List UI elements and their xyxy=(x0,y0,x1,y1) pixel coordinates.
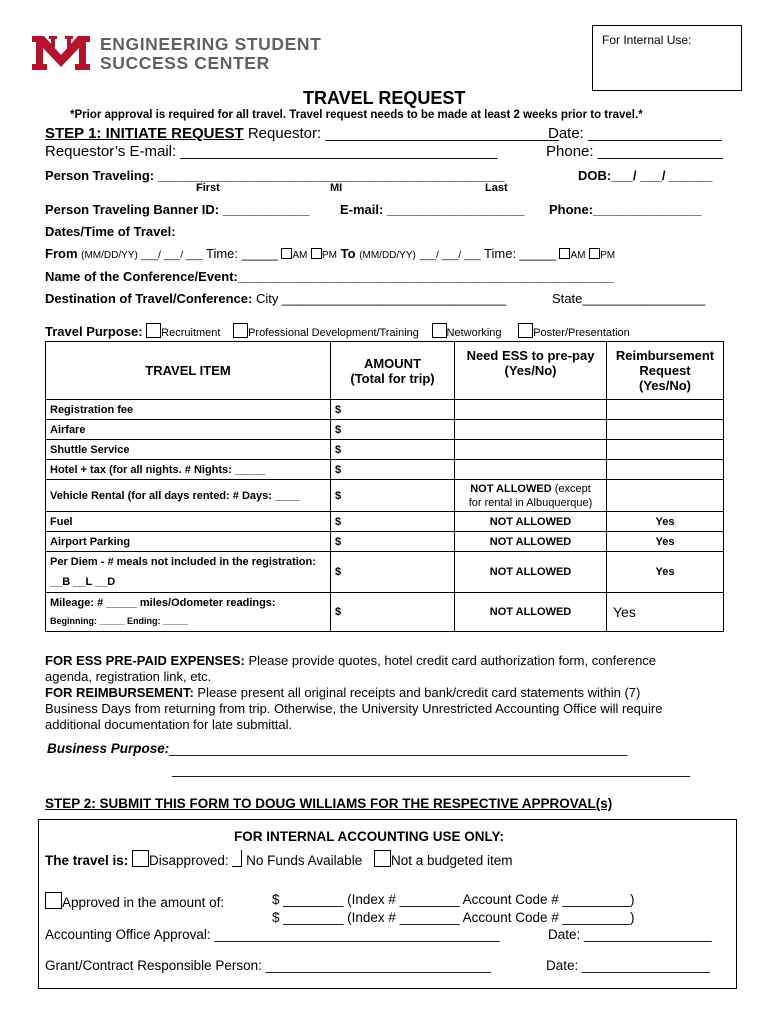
row-amount: $ xyxy=(331,440,455,460)
grant-date: Date: _________________ xyxy=(546,958,710,973)
table-row xyxy=(46,440,724,460)
row-reimb xyxy=(607,480,724,512)
grant-person-field: Grant/Contract Responsible Person: ______________________________ xyxy=(45,958,491,973)
from-pm-label: PM xyxy=(322,250,338,261)
row-ess-line2: for rental in Albuquerque) xyxy=(468,496,593,509)
from-date-blank: ___/ ___/ ___ xyxy=(141,250,203,261)
purpose-professional-checkbox[interactable] xyxy=(233,323,248,338)
row-amount: $ xyxy=(331,480,455,512)
purpose-option-recruitment: Recruitment xyxy=(161,327,221,339)
row-item: Airport Parking xyxy=(46,532,331,552)
banner-id-field: Person Traveling Banner ID: ____________ xyxy=(45,202,310,217)
purpose-option-poster: Poster/Presentation xyxy=(533,327,630,339)
row-ess xyxy=(455,460,607,480)
header-ess-l2: (Yes/No) xyxy=(504,363,557,378)
row-ess: NOT ALLOWED xyxy=(455,552,607,593)
dob-field: DOB:___/ ___/ ______ xyxy=(578,168,713,183)
table-row xyxy=(46,512,724,532)
row-item-line2: Beginning: _____ Ending: _____ xyxy=(50,616,189,626)
row-item: Fuel xyxy=(46,512,331,532)
to-label: To xyxy=(340,246,356,261)
row-ess: NOT ALLOWED xyxy=(455,593,607,632)
office-approval-date: Date: _________________ xyxy=(548,927,712,942)
row-item xyxy=(46,552,331,593)
ess-prepaid-text2: agenda, registration link, etc. xyxy=(45,669,212,684)
to-am-label: AM xyxy=(570,250,586,261)
row-reimb xyxy=(607,400,724,420)
travel-purpose-label: Travel Purpose: xyxy=(45,324,143,339)
header-reimb-l1: Reimbursement xyxy=(615,348,715,363)
reimbursement-label: FOR REIMBURSEMENT: xyxy=(45,685,194,700)
table-row xyxy=(46,420,724,440)
first-label: First xyxy=(196,182,220,194)
to-date-blank: ___/ ___/ ___ xyxy=(419,250,481,261)
header-ess xyxy=(455,342,607,400)
dates-heading: Dates/Time of Travel: xyxy=(45,224,176,239)
row-amount: $ xyxy=(331,532,455,552)
reimbursement-text2: Business Days from returning from trip. Otherwise, the University Unrestricted Accounting Office will require xyxy=(45,701,663,716)
header-amount xyxy=(331,342,455,400)
row-ess: NOT ALLOWED xyxy=(455,512,607,532)
step1-heading: STEP 1: INITIATE REQUEST xyxy=(45,125,244,142)
unm-logo-icon xyxy=(30,33,92,73)
person-traveling-field: Person Traveling: ________________________________________________ xyxy=(45,168,505,183)
purpose-option-professional: Professional Development/Training xyxy=(248,327,419,339)
destination-label: Destination of Travel/Conference: xyxy=(45,291,253,306)
not-budgeted-label: Not a budgeted item xyxy=(390,853,513,868)
traveler-phone-field: Phone:_______________ xyxy=(549,202,702,217)
travel-item-table xyxy=(45,341,724,632)
row-amount: $ xyxy=(331,593,455,632)
from-label: From xyxy=(45,246,78,261)
not-budgeted-checkbox[interactable] xyxy=(374,850,391,867)
header-reimbursement xyxy=(607,342,724,400)
reimbursement-text3: additional documentation for late submittal. xyxy=(45,717,293,732)
from-am-label: AM xyxy=(292,250,308,261)
row-item xyxy=(46,593,331,632)
row-item: Airfare xyxy=(46,420,331,440)
row-ess xyxy=(455,440,607,460)
page-title: TRAVEL REQUEST xyxy=(303,88,466,108)
city-field: City _______________________________ xyxy=(255,291,507,306)
purpose-option-networking: Networking xyxy=(446,327,502,339)
step2-heading: STEP 2: SUBMIT THIS FORM TO DOUG WILLIAMS FOR THE RESPECTIVE APPROVAL(s) xyxy=(45,796,613,811)
from-pm-checkbox[interactable] xyxy=(311,248,322,259)
row-item: Vehicle Rental (for all days rented: # Days: ____ xyxy=(46,480,331,512)
internal-use-box xyxy=(592,25,742,91)
dates-row xyxy=(45,246,615,261)
row-amount: $ xyxy=(331,400,455,420)
header-reimb-l3: (Yes/No) xyxy=(638,378,691,393)
table-row xyxy=(46,480,724,512)
traveler-email-field: E-mail: ___________________ xyxy=(340,202,525,217)
from-format: (MM/DD/YY) xyxy=(81,250,138,261)
row-amount: $ xyxy=(331,420,455,440)
row-ess xyxy=(455,420,607,440)
business-purpose-line2: _____________________________________________________________________ xyxy=(172,762,691,777)
state-field: State_________________ xyxy=(552,291,706,306)
to-pm-checkbox[interactable] xyxy=(589,248,600,259)
table-row xyxy=(46,460,724,480)
requestor-email-field: Requestor’s E-mail: ______________________________________ xyxy=(45,143,498,160)
date-field: Date: ________________ xyxy=(548,125,722,142)
row-ess-bold: NOT ALLOWED xyxy=(470,482,552,495)
approved-row xyxy=(45,892,224,910)
purpose-networking-checkbox[interactable] xyxy=(432,323,447,338)
destination-row xyxy=(45,291,506,306)
travel-purpose-row xyxy=(45,323,630,339)
table-row xyxy=(46,593,724,632)
row-amount: $ xyxy=(331,512,455,532)
row-item-line1: Per Diem - # meals not included in the registration: xyxy=(50,556,316,568)
header-amount-l1: AMOUNT xyxy=(363,355,422,371)
approval-notice: *Prior approval is required for all travel. Travel request needs to be made at least 2 weeks prior to travel.* xyxy=(70,109,643,121)
conference-field: Name of the Conference/Event:____________________________________________________ xyxy=(45,269,614,284)
reimbursement-text1: Please present all original receipts and bank/credit card statements within (7) xyxy=(193,685,641,700)
table-row xyxy=(46,400,724,420)
table-header-row xyxy=(46,342,724,400)
step1-line1 xyxy=(45,125,559,142)
from-time-field: Time: _____ xyxy=(205,246,278,261)
table-row xyxy=(46,552,724,593)
ess-prepaid-note xyxy=(45,653,663,733)
to-pm-label: PM xyxy=(600,250,616,261)
internal-use-label: For Internal Use: xyxy=(602,33,692,47)
row-ess xyxy=(455,400,607,420)
requestor-field: Requestor: ____________________________ xyxy=(247,125,559,142)
row-ess xyxy=(455,480,607,512)
account-line2: $ ________ (Index # ________ Account Code # _________) xyxy=(272,910,635,925)
ess-prepaid-text1: Please provide quotes, hotel credit card authorization form, conference xyxy=(244,653,657,668)
row-ess-normal: (except xyxy=(551,482,591,495)
row-reimb: Yes xyxy=(607,593,724,632)
purpose-recruitment-checkbox[interactable] xyxy=(146,323,161,338)
to-format: (MM/DD/YY) xyxy=(359,250,416,261)
row-reimb: Yes xyxy=(607,532,724,552)
no-funds-label: No Funds Available xyxy=(246,853,363,868)
travel-is-label: The travel is: xyxy=(45,853,129,868)
no-funds-checkbox[interactable] xyxy=(232,850,242,867)
row-reimb: Yes xyxy=(607,512,724,532)
header-travel-item: TRAVEL ITEM xyxy=(46,342,331,400)
header-reimb-l2: Request xyxy=(639,363,691,378)
from-am-checkbox[interactable] xyxy=(281,248,292,259)
row-item: Hotel + tax (for all nights. # Nights: _____ xyxy=(46,460,331,480)
row-ess: NOT ALLOWED xyxy=(455,532,607,552)
header-ess-l1: Need ESS to pre-pay xyxy=(466,348,595,363)
office-approval-field: Accounting Office Approval: ______________________________________ xyxy=(45,927,500,942)
row-amount: $ xyxy=(331,460,455,480)
row-item-line2: __B __L __D xyxy=(50,576,116,588)
row-reimb xyxy=(607,460,724,480)
approved-checkbox[interactable] xyxy=(45,892,62,909)
logo-line1: ENGINEERING STUDENT xyxy=(100,34,322,54)
to-time-field: Time: _____ xyxy=(484,246,556,261)
disapproved-label: Disapproved: xyxy=(149,853,229,868)
business-purpose-label: Business Purpose: xyxy=(47,741,170,756)
disapproved-checkbox[interactable] xyxy=(132,850,149,867)
row-amount: $ xyxy=(331,552,455,593)
header-amount-l2: (Total for trip) xyxy=(350,370,435,386)
row-item: Registration fee xyxy=(46,400,331,420)
row-item-line1: Mileage: # _____ miles/Odometer readings: xyxy=(50,597,276,609)
ess-prepaid-label: FOR ESS PRE-PAID EXPENSES: xyxy=(45,653,245,668)
travel-status-row xyxy=(45,850,513,868)
business-purpose-line1: _____________________________________________________________ xyxy=(169,741,628,756)
row-reimb xyxy=(607,420,724,440)
account-line1: $ ________ (Index # ________ Account Code # _________) xyxy=(272,892,635,907)
phone-field: Phone: _______________ xyxy=(546,143,723,160)
last-label: Last xyxy=(485,182,508,194)
row-item: Shuttle Service xyxy=(46,440,331,460)
logo-line2: SUCCESS CENTER xyxy=(100,53,270,73)
to-am-checkbox[interactable] xyxy=(559,248,570,259)
business-purpose-row xyxy=(47,741,627,756)
mi-label: MI xyxy=(330,182,343,194)
row-reimb xyxy=(607,440,724,460)
table-row xyxy=(46,532,724,552)
approved-label: Approved in the amount of: xyxy=(62,895,225,910)
purpose-poster-checkbox[interactable] xyxy=(518,323,533,338)
row-reimb: Yes xyxy=(607,552,724,593)
accounting-heading: FOR INTERNAL ACCOUNTING USE ONLY: xyxy=(234,829,505,844)
